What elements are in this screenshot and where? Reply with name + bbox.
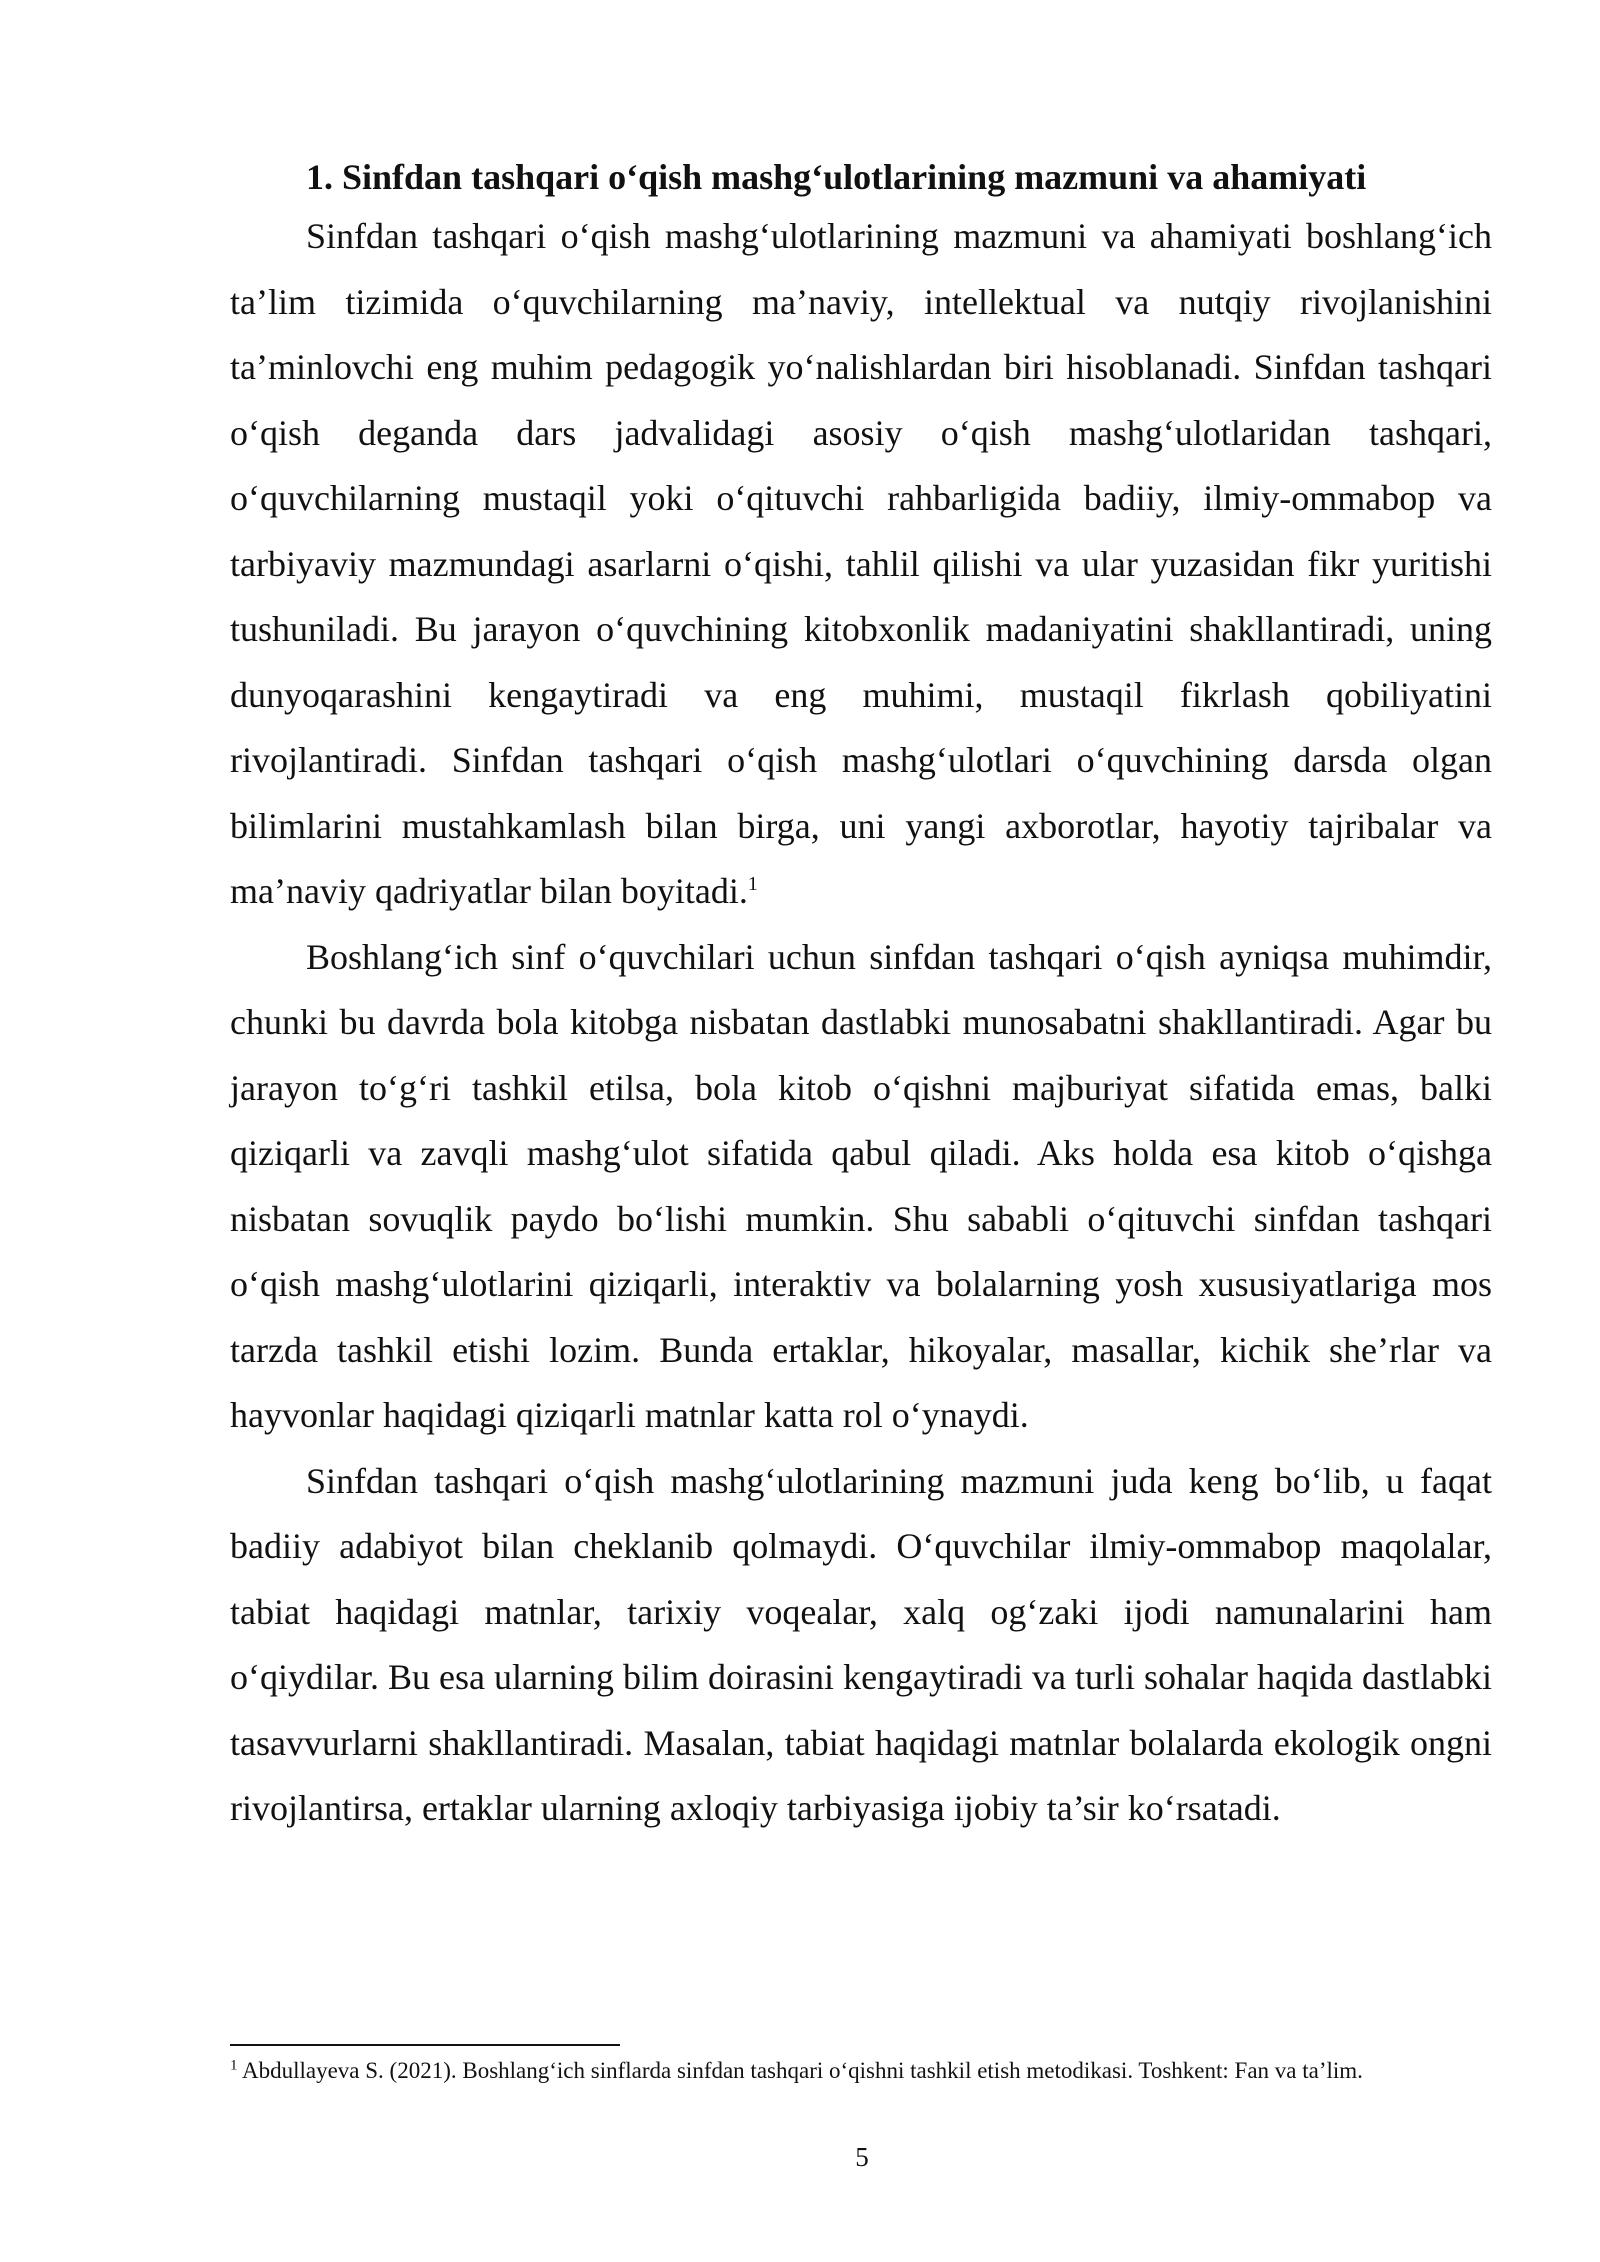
section-title: 1. Sinfdan tashqari o‘qish mashg‘ulotlarining mazmuni va ahamiyati xyxy=(306,157,1367,197)
footnote-number: 1 xyxy=(230,2057,238,2074)
footnote-text: Abdullayeva S. (2021). Boshlang‘ich sinflarda sinfdan tashqari o‘qishni tashkil etish metodikasi. Toshkent: Fan va ta’lim. xyxy=(241,2058,1363,2083)
paragraph-1-text: Sinfdan tashqari o‘qish mashg‘ulotlarining mazmuni va ahamiyati boshlang‘ich ta’lim tizimida o‘quvchilarning ma’naviy, intellektual va nutqiy rivojlanishini ta’minlovchi eng muhim pedagogik yo‘nalishlardan biri hisoblanadi. Sinfdan tashqari o‘qish deganda dars jadvalidagi asosiy o‘qish mashg‘ulotlaridan tashqari, o‘quvchilarning mustaqil yoki o‘qituvchi rahbarligida badiiy, ilmiy-ommabop va tarbiyaviy mazmundagi asarlarni o‘qishi, tahlil qilishi va ular yuzasidan fikr yuritishi tushuniladi. Bu jarayon o‘quvchining kitobxonlik madaniyatini shakllantiradi, uning dunyoqarashini kengaytiradi va eng muhimi, mustaqil fikrlash qobiliyatini rivojlantiradi. Sinfdan tashqari o‘qish mashg‘ulotlari o‘quvchining darsda olgan bilimlarini mustahkamlash bilan birga, uni yangi axborotlar, hayotiy tajribalar va ma’naviy qadriyatlar bilan boyitadi. xyxy=(230,216,1492,911)
footnote-reference[interactable]: 1 xyxy=(747,873,758,895)
page-number: 5 xyxy=(855,2142,869,2172)
footnote xyxy=(230,2054,1492,2087)
paragraph-2: Boshlang‘ich sinf o‘quvchilari uchun sinfdan tashqari o‘qish ayniqsa muhimdir, chunki bu davrda bola kitobga nisbatan dastlabki munosabatni shakllantiradi. Agar bu jarayon to‘g‘ri tashkil etilsa, bola kitob o‘qishni majburiyat sifatida emas, balki qiziqarli va zavqli mashg‘ulot sifatida qabul qiladi. Aks holda esa kitob o‘qishga nisbatan sovuqlik paydo bo‘lishi mumkin. Shu sababli o‘qituvchi sinfdan tashqari o‘qish mashg‘ulotlarini qiziqarli, interaktiv va bolalarning yosh xususiyatlariga mos tarzda tashkil etishi lozim. Bunda ertaklar, hikoyalar, masallar, kichik she’rlar va hayvonlar haqidagi qiziqarli matnlar katta rol o‘ynaydi. xyxy=(230,936,1492,1435)
footnote-separator xyxy=(230,2044,620,2046)
paragraph-1 xyxy=(230,204,1492,925)
paragraph-3: Sinfdan tashqari o‘qish mashg‘ulotlarining mazmuni juda keng bo‘lib, u faqat badiiy adabiyot bilan cheklanib qolmaydi. O‘quvchilar ilmiy-ommabop maqolalar, tabiat haqidagi matnlar, tarixiy voqealar, xalq og‘zaki ijodi namunalarini ham o‘qiydilar. Bu esa ularning bilim doirasini kengaytiradi va turli sohalar haqida dastlabki tasavvurlarni shakllantiradi. Masalan, tabiat haqidagi matnlar bolalarda ekologik ongni rivojlantirsa, ertaklar ularning axloqiy tarbiyasiga ijobiy ta’sir ko‘rsatadi. xyxy=(230,1460,1492,1828)
main-text xyxy=(230,150,1492,1842)
